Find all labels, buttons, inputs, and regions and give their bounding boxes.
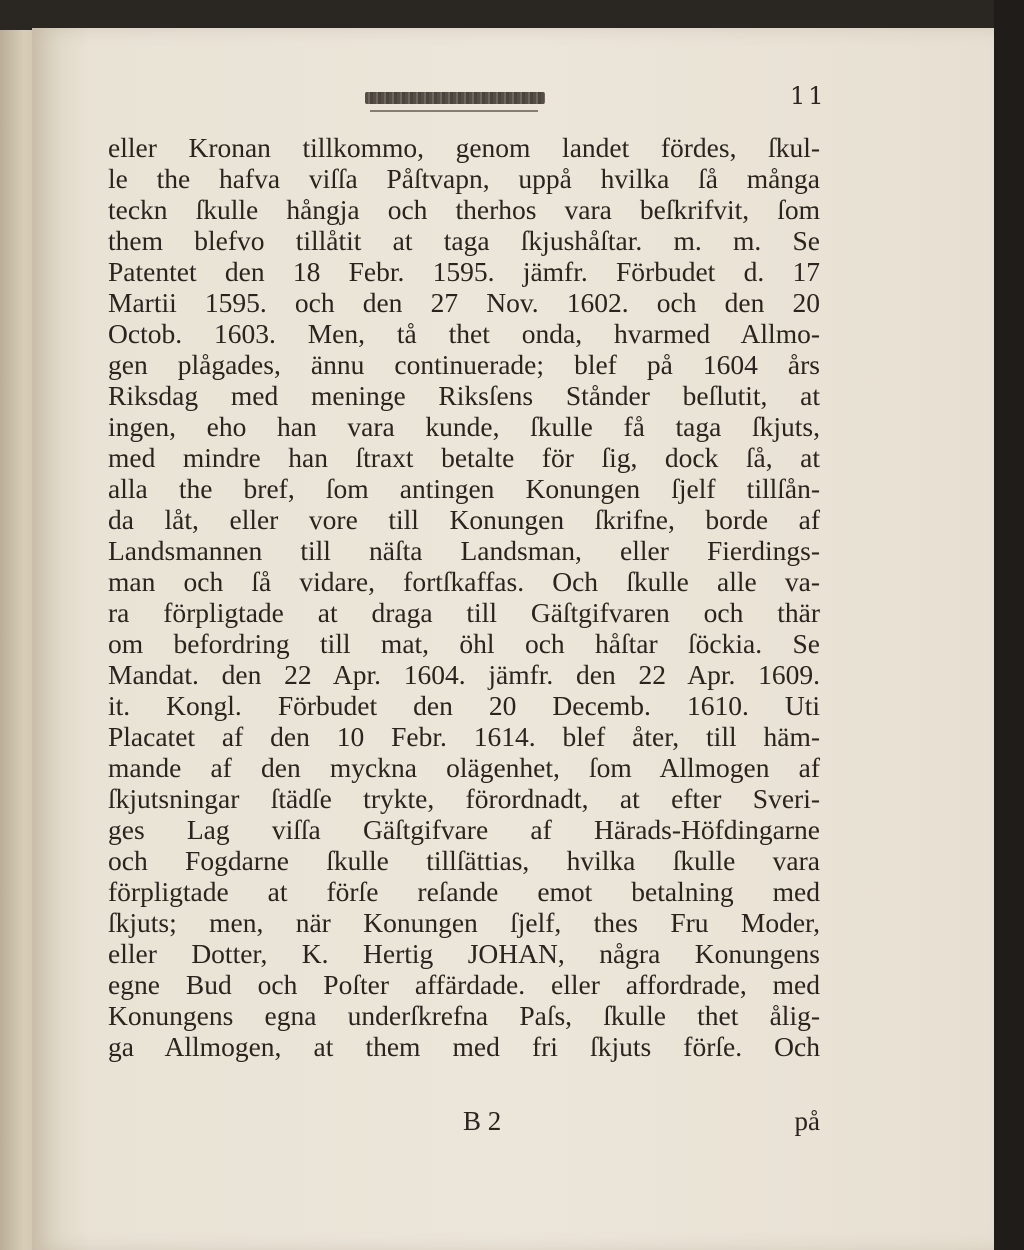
text-line: med mindre han ſtraxt betalte för ſig, dock ſå, at xyxy=(108,442,820,473)
text-line: mande af den myckna olägenhet, ſom Allmogen af xyxy=(108,752,820,783)
text-line: eller Dotter, K. Hertig JOHAN, några Konungens xyxy=(108,938,820,969)
text-line: them blefvo tillåtit at taga ſkjushåſtar. m. m. Se xyxy=(108,225,820,256)
text-line: teckn ſkulle hångja och therhos vara beſkrifvit, ſom xyxy=(108,194,820,225)
text-line: Landsmannen till näſta Landsman, eller Fierdings- xyxy=(108,535,820,566)
header-ornament xyxy=(365,92,545,104)
text-line: it. Kongl. Förbudet den 20 Decemb. 1610. Uti xyxy=(108,690,820,721)
body-text xyxy=(108,132,820,1062)
signature-mark: B 2 xyxy=(463,1106,502,1136)
text-line: Mandat. den 22 Apr. 1604. jämfr. den 22 Apr. 1609. xyxy=(108,659,820,690)
text-line: och Fogdarne ſkulle tillſättias, hvilka ſkulle vara xyxy=(108,845,820,876)
text-line: Patentet den 18 Febr. 1595. jämfr. Förbudet d. 17 xyxy=(108,256,820,287)
text-line: ga Allmogen, at them med fri ſkjuts förſe. Och xyxy=(108,1031,820,1062)
page-number: 11 xyxy=(790,82,827,110)
text-line: man och ſå vidare, fortſkaffas. Och ſkulle alle va- xyxy=(108,566,820,597)
text-line: Placatet af den 10 Febr. 1614. blef åter, till häm- xyxy=(108,721,820,752)
text-line: eller Kronan tillkommo, genom landet fördes, ſkul- xyxy=(108,132,820,163)
text-line: om befordring till mat, öhl och håſtar ſöckia. Se xyxy=(108,628,820,659)
text-line: ſkjuts; men, när Konungen ſjelf, thes Fru Moder, xyxy=(108,907,820,938)
catchword: på xyxy=(794,1106,820,1136)
text-line: Konungens egna underſkrefna Paſs, ſkulle thet ålig- xyxy=(108,1000,820,1031)
text-line: le the hafva viſſa Påſtvapn, uppå hvilka ſå många xyxy=(108,163,820,194)
text-line: Octob. 1603. Men, tå thet onda, hvarmed Allmo- xyxy=(108,318,820,349)
scan-background-edge xyxy=(994,0,1024,1250)
text-line: egne Bud och Poſter affärdade. eller affordrade, med xyxy=(108,969,820,1000)
text-line: alla the bref, ſom antingen Konungen ſjelf tillſån- xyxy=(108,473,820,504)
header-rule xyxy=(370,110,538,112)
text-line: Riksdag med meninge Riksſens Stånder beſlutit, at xyxy=(108,380,820,411)
text-line: Martii 1595. och den 27 Nov. 1602. och den 20 xyxy=(108,287,820,318)
text-line: ra förpligtade at draga till Gäſtgifvaren och thär xyxy=(108,597,820,628)
text-line: ſkjutsningar ſtädſe trykte, förordnadt, at efter Sveri- xyxy=(108,783,820,814)
text-line: gen plågades, ännu continuerade; blef på 1604 års xyxy=(108,349,820,380)
text-line: da låt, eller vore till Konungen ſkrifne, borde af xyxy=(108,504,820,535)
page-footer xyxy=(108,1106,820,1138)
text-line: förpligtade at förſe reſande emot betalning med xyxy=(108,876,820,907)
text-line: ingen, eho han vara kunde, ſkulle få taga ſkjuts, xyxy=(108,411,820,442)
text-line: ges Lag viſſa Gäſtgifvare af Härads-Höfdingarne xyxy=(108,814,820,845)
